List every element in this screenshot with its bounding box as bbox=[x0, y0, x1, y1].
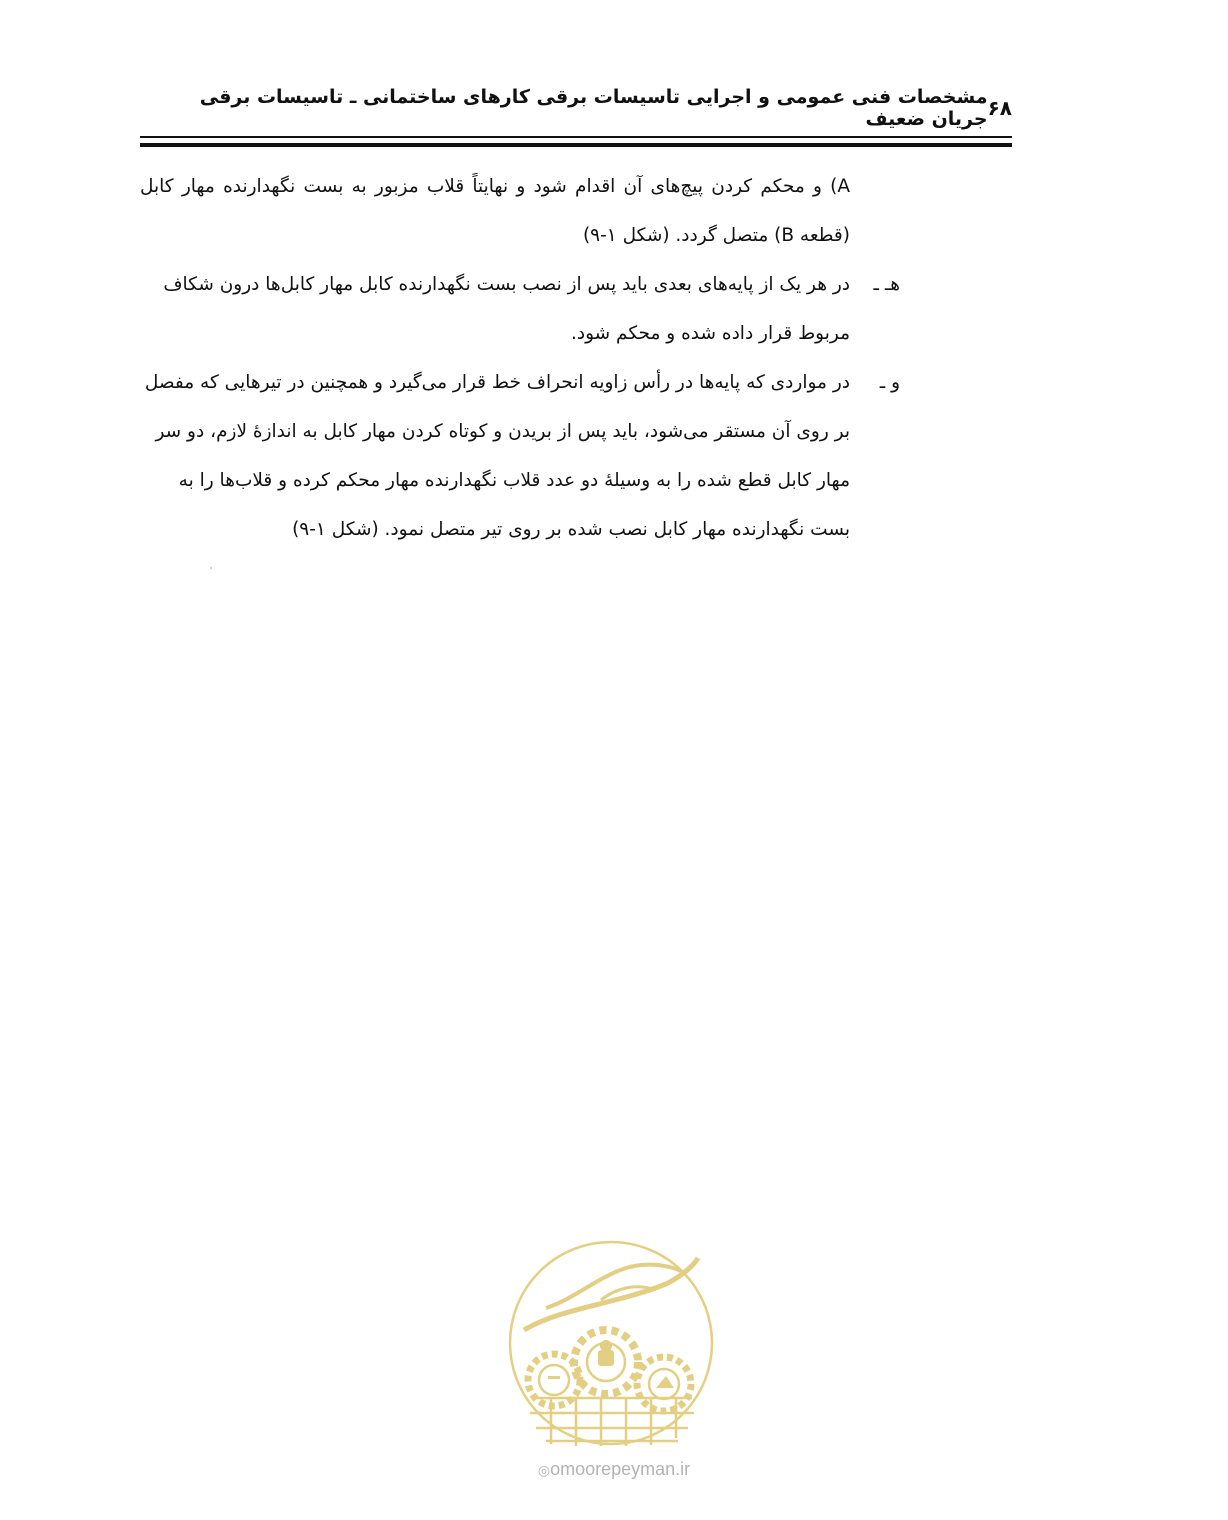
list-item-text: در مواردی که پایه‌ها در رأس زاویه انحراف خط قرار می‌گیرد و همچنین در تیرهایی که مفصل بر روی آن مستقر می‌شود، باید پس از بریدن و کوتاه کردن مهار کابل به اندازهٔ لازم، دو سر مهار کابل قطع شده را به وسیلهٔ دو عدد قلاب نگهدارنده مهار محکم کرده و قلاب‌ها را به بست نگهدارنده مهار کابل نصب شده بر روی تیر متصل نمود. (شکل ۱-۹) bbox=[144, 372, 850, 540]
watermark-site: omoorepeyman.ir bbox=[550, 1459, 691, 1479]
continuation-paragraph: A) و محکم کردن پیچ‌های آن اقدام شود و نهایتاً قلاب مزبور به بست نگهدارنده مهار کابل (قطعه B) متصل گردد. (شکل ۱-۹) bbox=[140, 176, 850, 246]
list-item bbox=[140, 358, 900, 554]
watermark-seal-logo bbox=[506, 1238, 716, 1448]
list-item-text: در هر یک از پایه‌های بعدی باید پس از نصب بست نگهدارنده کابل مهار کابل‌ها درون شکاف مربوط قرار داده شده و محکم شود. bbox=[163, 274, 850, 344]
list-marker: هـ ـ bbox=[873, 274, 900, 295]
page-number: ۶۸ bbox=[987, 96, 1012, 120]
page-header bbox=[140, 86, 1012, 130]
watermark-site-text bbox=[0, 1459, 1228, 1480]
list-marker: و ـ bbox=[879, 372, 900, 393]
header-rule-thin bbox=[140, 136, 1012, 138]
body-text bbox=[140, 162, 900, 554]
globe-icon: ◎ bbox=[537, 1462, 551, 1478]
running-title: مشخصات فنی عمومی و اجرایی تاسیسات برقی کارهای ساختمانی ـ تاسیسات برقی جریان ضعیف bbox=[199, 86, 988, 130]
header-rule-thick bbox=[140, 143, 1012, 147]
scan-speck bbox=[210, 567, 212, 569]
list-item bbox=[140, 260, 900, 358]
